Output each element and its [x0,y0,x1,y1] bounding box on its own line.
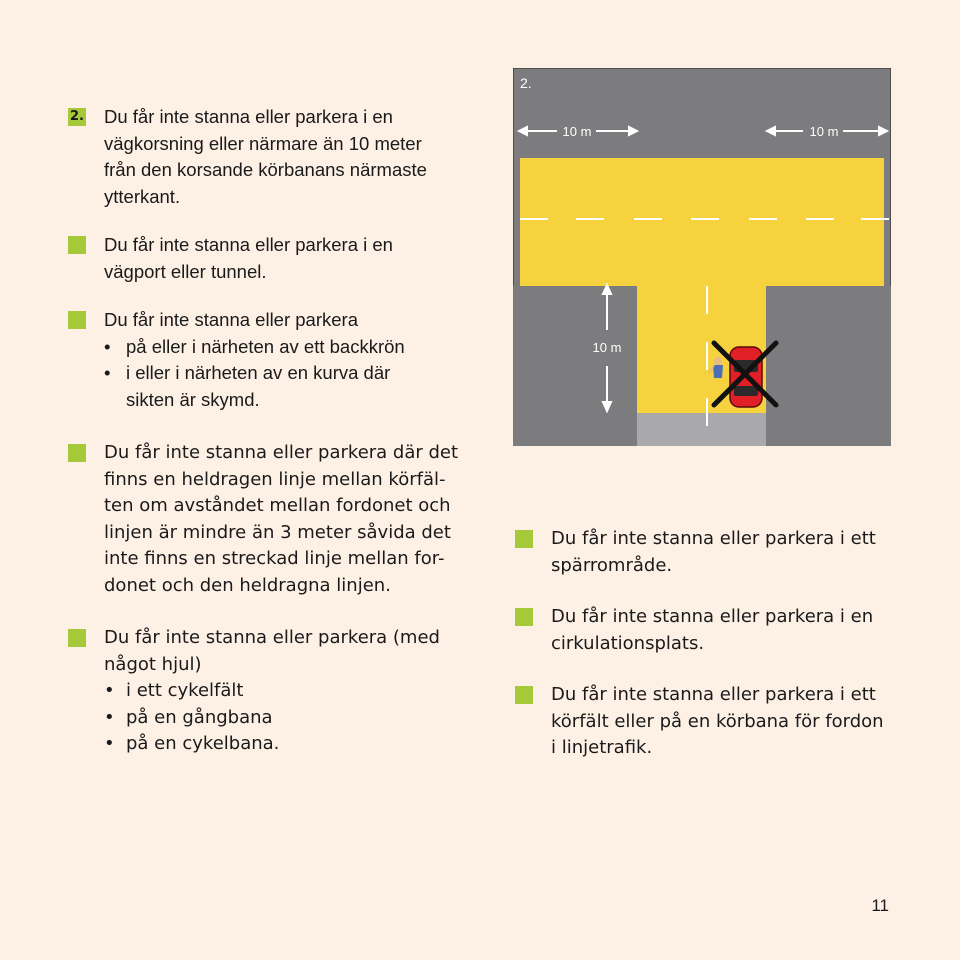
rule-item-solid-line [68,440,468,599]
green-marker [515,686,533,704]
green-marker [515,530,533,548]
figure-label: 2. [520,75,532,91]
rule-text-line: Du får inte stanna eller parkera i en [551,606,874,627]
rule-item-intersection [68,104,468,210]
rule-text-line: något hjul) [104,653,202,675]
rule-text-line: från den korsande körbanans närmaste [104,159,427,180]
rule-text-line: sikten är skymd. [126,388,260,410]
bullet-item: • i eller i närheten av en kurva där [104,360,468,387]
bullet-list [104,678,468,758]
rule-item-bike-walkway [68,625,468,758]
bullet-item: • i ett cykelfält [104,678,468,705]
rule-text-line: körfält eller på en körbana för fordon [551,710,884,732]
rule-text-line: donet och den heldragna linjen. [104,574,391,596]
rule-item-restricted-area [515,526,895,579]
intersection-diagram [513,68,891,446]
sidewalk-left [513,286,637,446]
rule-text-line: ten om avståndet mellan fordonet och [104,495,451,516]
rule-text-line: Du får inte stanna eller parkera i ett [551,528,876,549]
bullet-list [104,334,468,387]
rule-item-hill-curve [68,307,468,413]
green-marker [68,629,86,647]
right-column [515,526,895,762]
green-marker [68,444,86,462]
green-marker [515,608,533,626]
rule-text-line: Du får inte stanna eller parkera i en [104,106,393,127]
rule-text-line: Du får inte stanna eller parkera där det [104,442,459,463]
bullet-item: • på en gångbana [104,705,468,732]
left-column [68,104,468,758]
rule-item-tunnel [68,232,468,285]
rule-item-roundabout [515,604,895,657]
bullet-item: • på en cykelbana. [104,731,468,758]
sidewalk-right [766,286,891,446]
rule-item-bus-lane [515,682,895,762]
page-number: 11 [871,896,889,915]
rule-text-line: Du får inte stanna eller parkera [104,309,358,330]
rule-text-line: cirkulationsplats. [551,632,705,654]
rule-text-line: vägkorsning eller närmare än 10 meter [104,132,422,154]
rule-text-line: Du får inte stanna eller parkera i ett [551,684,876,705]
rule-text-line: finns en heldragen linje mellan körfäl- [104,468,446,490]
distance-label-right: 10 m [809,124,839,139]
green-marker [68,311,86,329]
crossing-strip [637,413,766,446]
rule-text-line: inte finns en streckad linje mellan for- [104,548,445,569]
rule-text-line: i linjetrafik. [551,737,653,758]
rule-text-line: spärrområde. [551,554,673,576]
green-marker [68,236,86,254]
distance-label-left: 10 m [562,124,592,139]
rule-text-line: vägport eller tunnel. [104,260,267,282]
distance-label-vertical: 10 m [592,340,622,355]
rule-text-line: ytterkant. [104,185,181,207]
rule-text-line: linjen är mindre än 3 meter såvida det [104,521,451,543]
rule-text-line: Du får inte stanna eller parkera i en [104,234,393,255]
bullet-item: • på eller i närheten av ett backkrön [104,334,468,361]
rule-text-line: Du får inte stanna eller parkera (med [104,627,440,648]
green-marker: 2. [68,108,86,126]
